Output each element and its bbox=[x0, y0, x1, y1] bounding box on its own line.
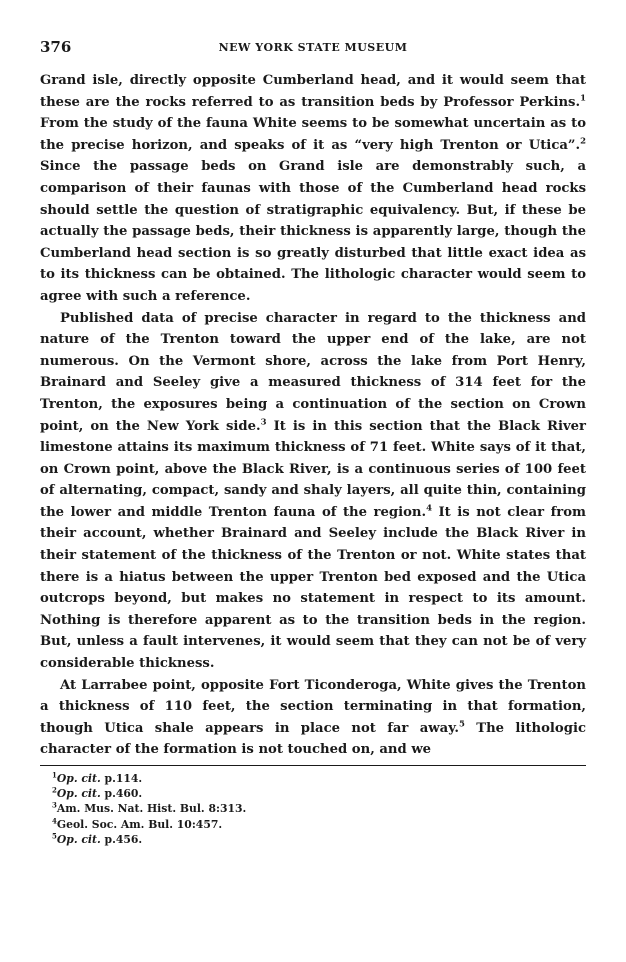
footnote-text: Am. Mus. Nat. Hist. Bul. 8:313. bbox=[56, 802, 247, 816]
paragraph-1-text-a: Grand isle, directly opposite Cumberland head, and it would seem that these are the rocks referred to as transition beds by Professor Perkins. bbox=[40, 73, 586, 110]
header-title: NEW YORK STATE MUSEUM bbox=[218, 41, 408, 54]
footnote-citation: Op. cit. bbox=[56, 772, 101, 785]
footnote-3 bbox=[52, 801, 586, 816]
footnote-ref-3: 3 bbox=[260, 417, 267, 428]
footnote-2 bbox=[52, 786, 586, 801]
page-number: 376 bbox=[40, 38, 72, 56]
footnotes bbox=[40, 771, 586, 847]
footnote-text: p.456. bbox=[100, 832, 143, 846]
footnote-4 bbox=[52, 817, 586, 832]
footnote-citation: Op. cit. bbox=[56, 787, 101, 801]
book-page bbox=[40, 38, 586, 847]
paragraph-3 bbox=[40, 675, 586, 761]
footnote-mark: 5 bbox=[52, 831, 57, 841]
paragraph-1-text-c: Since the passage beds on Grand isle are demonstrably such, a comparison of their faunas with those of the Cumberland head rocks should settle the question of stratigraphic equivalency. But, if these be actually the passage beds, their thickness is apparently large, though the Cumberland head section is so greatly disturbed that little exact idea as to its thickness can be obtained. The lithologic character would seem to agree with such a reference. bbox=[40, 159, 586, 304]
paragraph-3-text-a: At Larrabee point, opposite Fort Ticonderoga, White gives the Trenton a thickness of 110 feet, the section terminating in that formation, though Utica shale appears in place not far away. bbox=[40, 677, 586, 736]
footnote-text: p.460. bbox=[100, 787, 143, 801]
running-head bbox=[40, 38, 586, 60]
footnote-mark: 2 bbox=[52, 785, 57, 795]
paragraph-2-text-c: It is not clear from their account, whether Brainard and Seeley include the Black River in their statement of the thickness of the Trenton or not. White states that there is a hiatus between the upper Trenton bed exposed and the Utica outcrops beyond, but makes no statement in respect to its amount. Nothing is therefore apparent as to the transition beds in the region. But, unless a fault intervenes, it would seem that they can not be of very considerable thickness. bbox=[40, 504, 587, 672]
paragraph-1-text-b: From the study of the fauna White seems to be somewhat uncertain as to the precise horizon, and speaks of it as “very high Trenton or Utica”. bbox=[40, 116, 586, 153]
footnote-1 bbox=[52, 771, 586, 786]
footnote-mark: 1 bbox=[52, 770, 57, 780]
paragraph-2-text-b: It is in this section that the Black River limestone attains its maximum thickness of 71 feet. White says of it that, on Crown point, above the Black River, is a continuous series of 100 feet of alternating, compact, sandy and shaly layers, all quite thin, containing the lower and middle Trenton fauna of the region. bbox=[40, 418, 587, 520]
footnote-text: p.114. bbox=[100, 772, 143, 785]
footnote-divider bbox=[40, 765, 586, 766]
paragraph-3-text-b: The lithologic character of the formation is not touched on, and we bbox=[40, 720, 586, 758]
paragraph-2 bbox=[40, 308, 586, 675]
footnote-text: Geol. Soc. Am. Bul. 10:457. bbox=[56, 817, 223, 831]
footnote-mark: 4 bbox=[52, 816, 57, 826]
footnote-5 bbox=[52, 832, 586, 847]
footnote-ref-2: 2 bbox=[580, 136, 586, 147]
footnote-mark: 3 bbox=[52, 800, 57, 810]
footnote-citation: Op. cit. bbox=[56, 832, 101, 846]
footnote-ref-4: 4 bbox=[426, 503, 432, 514]
paragraph-1 bbox=[40, 70, 586, 308]
footnote-ref-1: 1 bbox=[580, 93, 586, 104]
footnote-ref-5: 5 bbox=[458, 719, 465, 730]
paragraph-2-text-a: Published data of precise character in regard to the thickness and nature of the Trenton toward the upper end of the lake, are not numerous. On the Vermont shore, across the lake from Port Henry, Brainard and Seeley give a measured thickness of 314 feet for the Trenton, the exposures being a continuation of the section on Crown point, on the New York side. bbox=[40, 310, 586, 434]
